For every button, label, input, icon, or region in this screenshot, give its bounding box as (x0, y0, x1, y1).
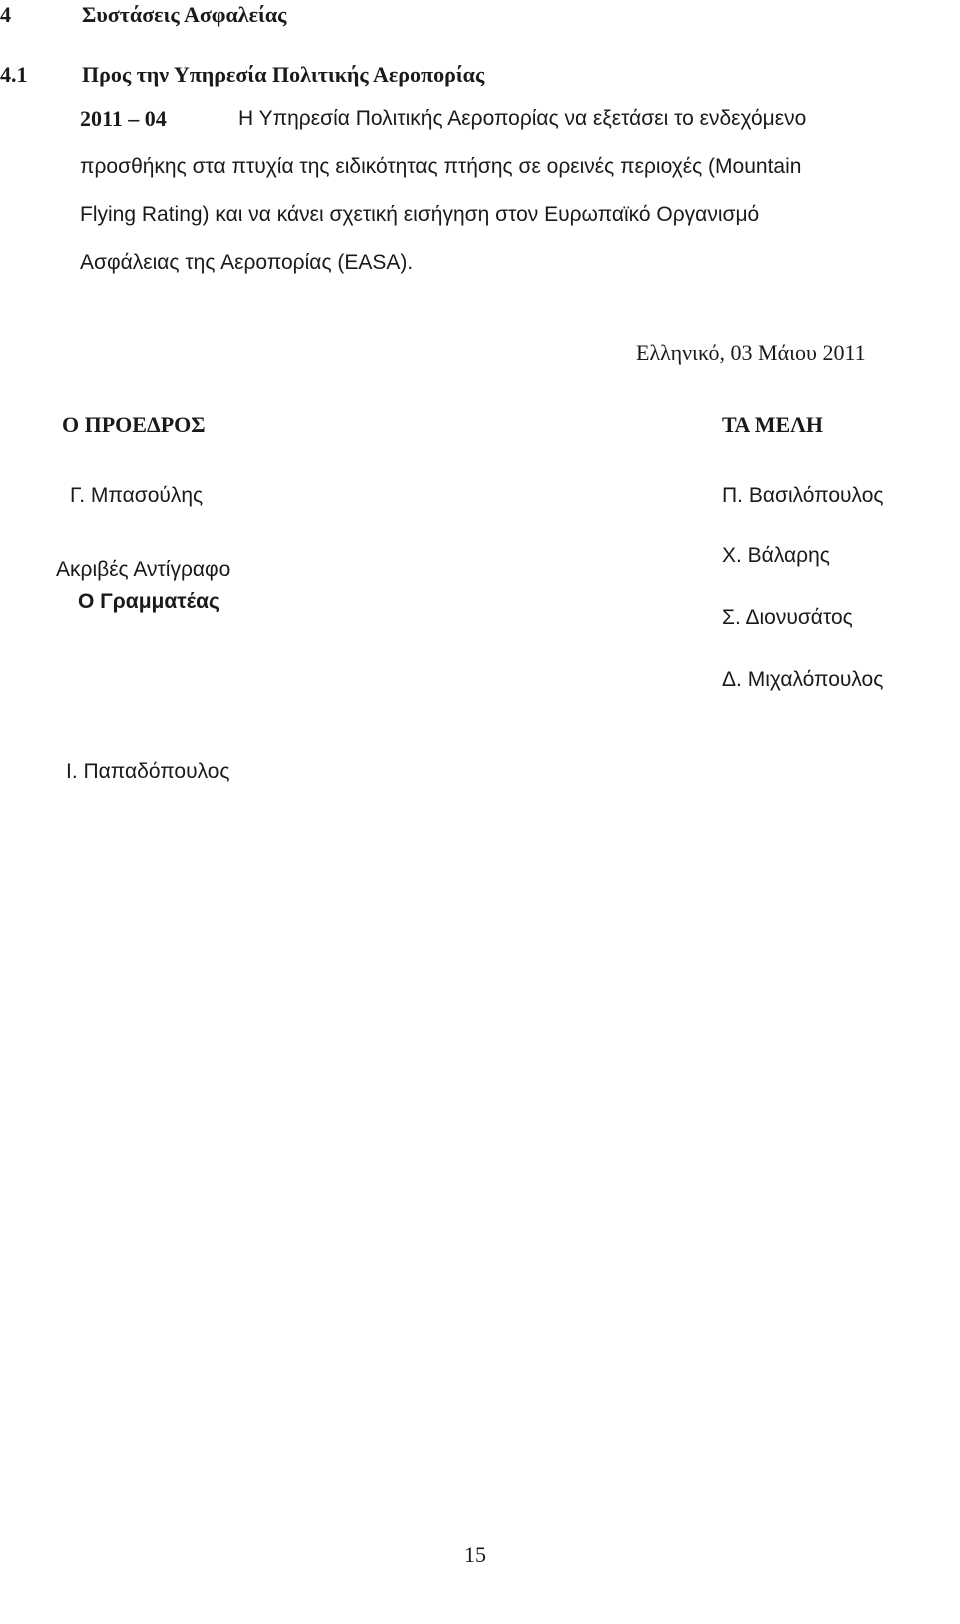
section-number: 4 (0, 2, 11, 27)
recommendation-line-2: προσθήκης στα πτυχία της ειδικότητας πτήσης σε ορεινές περιοχές (Mountain (80, 155, 802, 178)
subsection-title: Προς την Υπηρεσία Πολιτικής Αεροπορίας (82, 62, 485, 87)
secretary-role: Ο Γραμματέας (78, 590, 220, 613)
recommendation-line-3: Flying Rating) και να κάνει σχετική εισήγηση στον Ευρωπαϊκό Οργανισμό (80, 203, 760, 226)
certified-copy-label: Ακριβές Αντίγραφο (56, 558, 231, 581)
place-date: Ελληνικό, 03 Μάιου 2011 (636, 340, 866, 365)
member-name: Χ. Βάλαρης (722, 544, 830, 567)
recommendation-id: 2011 – 04 (80, 106, 167, 131)
member-name: Δ. Μιχαλόπουλος (722, 668, 884, 691)
recommendation-line-1: Η Υπηρεσία Πολιτικής Αεροπορίας να εξετάσει το ενδεχόμενο (238, 107, 807, 130)
section-title: Συστάσεις Ασφαλείας (82, 2, 287, 27)
members-heading: ΤΑ ΜΕΛΗ (722, 412, 824, 437)
recommendation-line-4: Ασφάλειας της Αεροπορίας (EASA). (80, 251, 414, 274)
secretary-name: Ι. Παπαδόπουλος (66, 760, 230, 783)
page-number: 15 (464, 1542, 486, 1567)
member-name: Σ. Διονυσάτος (722, 606, 853, 629)
president-heading: Ο ΠΡΟΕΔΡΟΣ (62, 412, 206, 437)
president-name: Γ. Μπασούλης (70, 484, 204, 507)
subsection-number: 4.1 (0, 62, 28, 87)
member-name: Π. Βασιλόπουλος (722, 484, 884, 507)
